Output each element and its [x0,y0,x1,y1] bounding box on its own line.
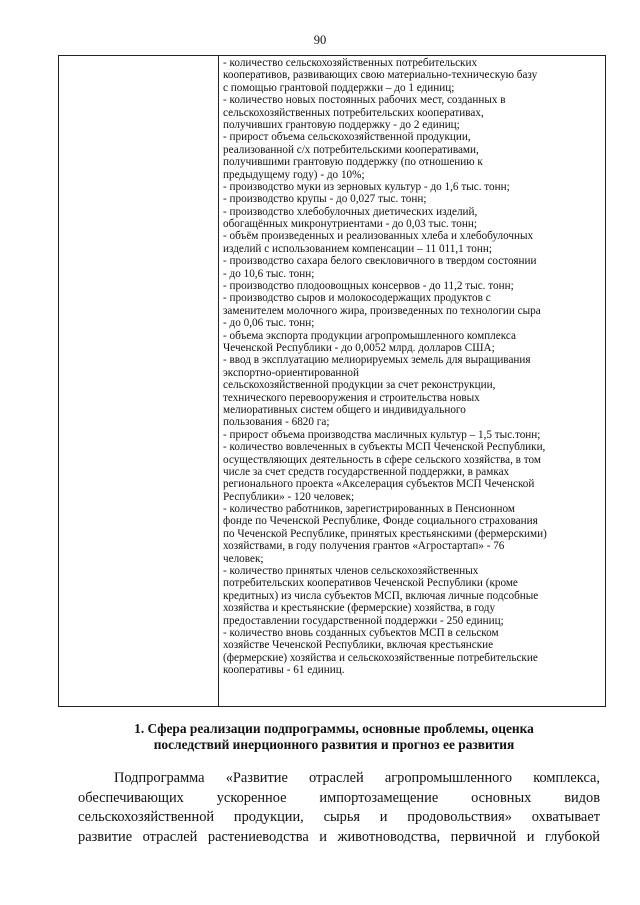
table-text-line: кредитных) из числа субъектов МСП, включая личные подсобные [223,589,539,602]
table-text-line: сельскохозяйственных потребительских кооперативах, [223,106,484,119]
table-text-line: Чеченской Республики - до 0,0052 млрд. долларов США; [223,341,495,354]
table-text-line: - производство крупы - до 0,027 тыс. тонн; [223,193,427,206]
table-text-line: кооперативов, развивающих свою материально-техническую базу [223,69,538,82]
table-text-line: Республики» - 120 человек; [223,490,355,503]
table-text-line: хозяйства и крестьянские (фермерские) хозяйства, в году [223,602,496,615]
paragraph-line: развитие отраслей растениеводства и животноводства, первичной и глубокой [78,828,600,845]
table-text-line: заменителем молочного жира, произведенных по технологии сыра [223,304,541,317]
table-right-cell [219,56,605,706]
table-text-line: - производство сахара белого свекловичного в твердом состоянии [223,255,537,268]
section-heading-line: 1. Сфера реализации подпрограммы, основные проблемы, оценка [134,721,534,736]
paragraph-line: обеспечивающих ускоренное импортозамещение основных видов [78,789,600,806]
table-text-line: - количество вновь созданных субъектов МСП в сельском [223,626,499,639]
table-text-line: человек; [223,552,264,565]
table-text-line: - производство хлебобулочных диетических изделий, [223,205,478,218]
table-text-line: хозяйствами, в году получения грантов «Агростартап» - 76 [223,540,505,553]
table-text-line: потребительских кооперативов Чеченской Республики (кроме [223,577,518,590]
table-text-line: сельскохозяйственной продукции за счет реконструкции, [223,379,496,392]
section-heading-line: последствий инерционного развития и прогноз ее развития [153,736,515,752]
table-text-line: мелиоративных систем общего и индивидуального [223,403,466,416]
table-text-line: - до 10,6 тыс. тонн; [223,267,315,280]
table-text-line: - прирост объема производства масличных культур – 1,5 тыс.тонн; [223,428,541,441]
table-text-line: - производство муки из зерновых культур - до 1,6 тыс. тонн; [223,180,510,193]
table-text-line: получившими грантовую поддержку (по отношению к [223,156,483,169]
table-text-line: - производство сыров и молокосодержащих продуктов с [223,292,491,305]
table-text-line: предоставлении государственной поддержки - 250 единиц; [223,614,504,627]
paragraph-line: Подпрограмма «Развитие отраслей агропромышленного комплекса, [114,770,600,786]
page-number: 90 [313,33,327,47]
paragraph-line: сельскохозяйственной продукции, сырья и продовольствия» охватывает [78,809,600,826]
table-text-line: кооперативы - 61 единиц. [223,664,345,677]
table-text-line: осуществляющих деятельность в сфере сельского хозяйства, в том [223,453,541,466]
table-text-line: фонде по Чеченской Республике, Фонде социального страхования [223,515,538,528]
table-text-line: экспортно-ориентированной [223,366,359,379]
table-text-line: - количество новых постоянных рабочих мест, созданных в [223,94,506,107]
section-heading [60,721,608,752]
table-left-cell [59,56,219,706]
table-text-line: (фермерские) хозяйства и сельскохозяйственные потребительские [223,651,538,664]
table-text-line: - производство плодоовощных консервов - до 11,2 тыс. тонн; [223,280,514,293]
table-text-line: обогащённых микронутриентами - до 0,03 тыс. тонн; [223,218,477,231]
table-text-line: предыдущему году) - до 10%; [223,168,365,181]
table-text-line: пользования - 6820 га; [223,416,330,429]
table-text-line: - количество принятых членов сельскохозяйственных [223,565,479,578]
table-text-line: числе за счет средств государственной поддержки, в рамках [223,465,510,478]
table-text-line: реализованной с/х потребительскими кооперативами, [223,143,479,156]
table-text-line: по Чеченской Республике, принятых крестьянскими (фермерскими) [223,527,547,540]
table-text-line: получивших грантовую поддержку - до 2 единиц; [223,118,460,131]
table-text-line: хозяйстве Чеченской Республики, включая крестьянские [223,639,494,652]
indicators-table [58,55,606,707]
table-text-line: - количество сельскохозяйственных потребительских [223,57,478,69]
table-text-line: - количество вовлеченных в субъекты МСП Чеченской Республики, [223,441,546,454]
table-text-line: - ввод в эксплуатацию мелиорируемых земель для выращивания [223,354,531,367]
table-text-line: технического перевооружения и строительства новых [223,391,480,404]
table-text-line: - количество работников, зарегистрированных в Пенсионном [223,503,515,516]
body-paragraph [78,769,600,847]
table-text-line: - объема экспорта продукции агропромышленного комплекса [223,329,516,342]
table-text-line: - до 0,06 тыс. тонн; [223,317,315,330]
table-text-line: регионального проекта «Акселерация субъектов МСП Чеченской [223,478,535,491]
table-text-line: - объём произведенных и реализованных хлеба и хлебобулочных [223,230,534,243]
table-text-line: - прирост объема сельскохозяйственной продукции, [223,131,471,144]
table-text-line: изделий с использованием компенсации – 11 011,1 тонн; [223,242,492,255]
table-text-line: с помощью грантовой поддержки – до 1 единиц; [223,81,455,94]
